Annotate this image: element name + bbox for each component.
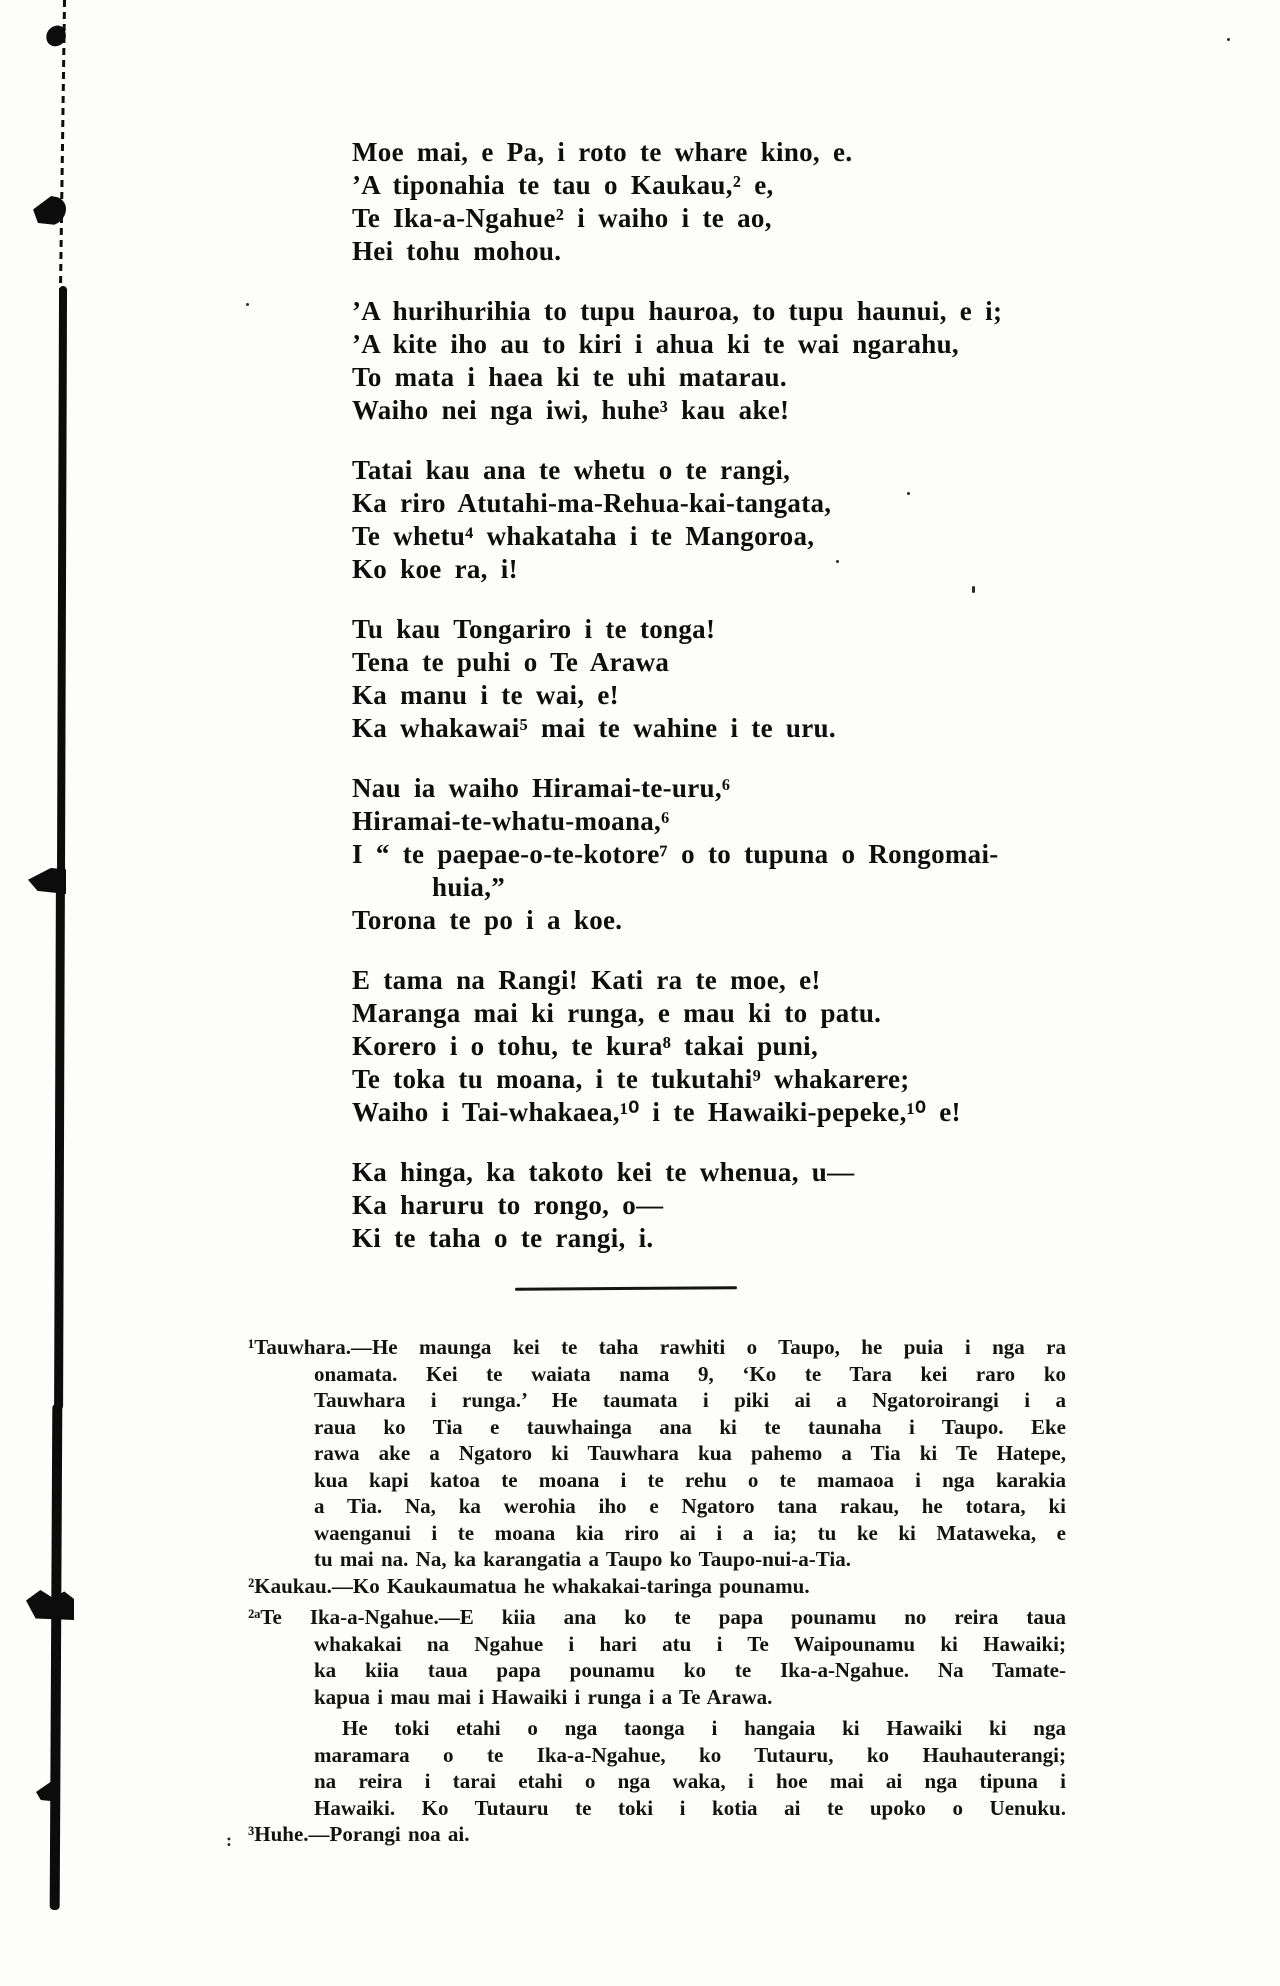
footnote-line: Hawaiki. Ko Tutauru te toki i kotia ai te upoko o Uenuku. xyxy=(314,1795,1066,1820)
footnote-divider-rule xyxy=(515,1286,737,1291)
poem-stanza-3 xyxy=(352,454,1002,586)
poem-line: Waiho nei nga iwi, huhe³ kau ake! xyxy=(352,395,790,425)
binding-streak-upper xyxy=(57,286,67,886)
poem-line: Hei tohu mohou. xyxy=(352,236,562,266)
poem-line: Te Ika-a-Ngahue² i waiho i te ao, xyxy=(352,203,772,233)
poem-line: Maranga mai ki runga, e mau ki to patu. xyxy=(352,998,882,1028)
poem-line-continuation: huia,” xyxy=(432,872,506,902)
footnote-line: na reira i tarai etahi o nga waka, i hoe mai ai nga tipuna i xyxy=(314,1769,1066,1793)
footnote-line: ¹Tauwhara.—He maunga kei te taha rawhiti o Taupo, he puia i nga ra xyxy=(248,1335,1066,1359)
poem-line: Hiramai-te-whatu-moana,⁶ xyxy=(352,806,670,836)
poem-line: Korero i o tohu, te kura⁸ takai puni, xyxy=(352,1031,818,1061)
poem-line: Ka manu i te wai, e! xyxy=(352,680,619,710)
poem-line: Ka whakawai⁵ mai te wahine i te uru. xyxy=(352,713,836,743)
footnote-line: ³Huhe.—Porangi noa ai. xyxy=(248,1822,470,1846)
poem-line: Te toka tu moana, i te tukutahi⁹ whakarere; xyxy=(352,1064,910,1094)
poem-line: Ki te taha o te rangi, i. xyxy=(352,1223,654,1253)
binding-streak-middle xyxy=(54,880,65,1410)
poem-line: E tama na Rangi! Kati ra te moe, e! xyxy=(352,965,821,995)
poem-stanza-5 xyxy=(352,772,1002,937)
ink-speck-colon: : xyxy=(226,1830,232,1850)
footnote-line: kua kapi katoa te moana i te rehu o te mamaoa i nga karakia xyxy=(314,1467,1066,1492)
poem-stanza-6 xyxy=(352,964,1002,1129)
footnote-line: kapua i mau mai i Hawaiki i runga i a Te Arawa. xyxy=(314,1684,773,1709)
poem-line: Ka riro Atutahi-ma-Rehua-kai-tangata, xyxy=(352,488,832,518)
poem-line: Te whetu⁴ whakataha i te Mangoroa, xyxy=(352,521,815,551)
poem-line: I “ te paepae-o-te-kotore⁷ o to tupuna o Rongomai- xyxy=(352,839,999,869)
ink-speck xyxy=(246,303,249,306)
footnote-line: whakakai na Ngahue i hari atu i Te Waipounamu ki Hawaiki; xyxy=(314,1631,1066,1656)
ink-blob-5 xyxy=(36,1782,60,1802)
poem-stanza-1 xyxy=(352,136,1002,268)
footnote-line: tu mai na. Na, ka karangatia a Taupo ko Taupo-nui-a-Tia. xyxy=(314,1547,851,1571)
poem-line: ’A hurihurihia to tupu hauroa, to tupu haunui, e i; xyxy=(352,296,1003,326)
poem-line: Tatai kau ana te whetu o te rangi, xyxy=(352,455,791,485)
footnote-line: rawa ake a Ngatoro ki Tauwhara kua pahemo a Tia ki Te Hatepe, xyxy=(314,1441,1066,1465)
poem-line: Ka haruru to rongo, o— xyxy=(352,1190,664,1220)
poem-line: Tena te puhi o Te Arawa xyxy=(352,647,670,677)
poem-line: ’A kite iho au to kiri i ahua ki te wai ngarahu, xyxy=(352,329,959,359)
poem-line: Nau ia waiho Hiramai-te-uru,⁶ xyxy=(352,773,731,803)
footnote-line: ka kiia taua papa pounamu ko te Ika-a-Ngahue. Na Tamate- xyxy=(314,1658,1066,1682)
footnote-line: maramara o te Ika-a-Ngahue, ko Tutauru, ko Hauhauterangi; xyxy=(314,1742,1066,1767)
binding-streak-lower xyxy=(50,1404,63,1910)
poem-line: Moe mai, e Pa, i roto te whare kino, e. xyxy=(352,137,853,167)
footnote-line: Tauwhara i runga.’ He taumata i piki ai a Ngatoroirangi i a xyxy=(314,1388,1066,1412)
footnote-line: He toki etahi o nga taonga i hangaia ki Hawaiki ki nga xyxy=(342,1716,1066,1740)
poem-line: Ko koe ra, i! xyxy=(352,554,518,584)
footnote-line: ²ᵃTe Ika-a-Ngahue.—E kiia ana ko te papa pounamu no reira taua xyxy=(248,1605,1066,1629)
poem-stanza-7 xyxy=(352,1156,1002,1255)
poem-line: Waiho i Tai-whakaea,¹⁰ i te Hawaiki-pepeke,¹⁰ e! xyxy=(352,1097,961,1127)
footnote-line: ²Kaukau.—Ko Kaukaumatua he whakakai-taringa pounamu. xyxy=(248,1573,810,1598)
poem-line: Tu kau Tongariro i te tonga! xyxy=(352,614,716,644)
footnote-te-ika-a-ngahue xyxy=(248,1604,1066,1821)
poem-body xyxy=(352,136,1002,1282)
ink-blob-3 xyxy=(28,868,66,894)
footnote-huhe xyxy=(248,1821,1066,1848)
poem-stanza-4 xyxy=(352,613,1002,745)
ink-speck xyxy=(1227,38,1230,41)
footnote-line: onamata. Kei te waiata nama 9, ‘Ko te Tara kei raro ko xyxy=(314,1361,1066,1386)
ink-blob-4 xyxy=(26,1590,74,1620)
footnote-tauwhara xyxy=(248,1334,1066,1573)
poem-stanza-2 xyxy=(352,295,1002,427)
footnote-line: a Tia. Na, ka werohia iho e Ngatoro tana rakau, he totara, ki xyxy=(314,1494,1066,1518)
poem-line: ’A tiponahia te tau o Kaukau,² e, xyxy=(352,170,774,200)
footnotes-section xyxy=(248,1334,1066,1848)
poem-line: Torona te po i a koe. xyxy=(352,905,623,935)
footnote-line: raua ko Tia e tauwhainga ana ki te taunaha i Taupo. Eke xyxy=(314,1414,1066,1439)
footnote-line: waenganui i te moana kia riro ai i a ia; tu ke ki Mataweka, e xyxy=(314,1520,1066,1545)
poem-line: Ka hinga, ka takoto kei te whenua, u— xyxy=(352,1157,855,1187)
poem-line: To mata i haea ki te uhi matarau. xyxy=(352,362,787,392)
footnote-kaukau xyxy=(248,1573,1066,1600)
